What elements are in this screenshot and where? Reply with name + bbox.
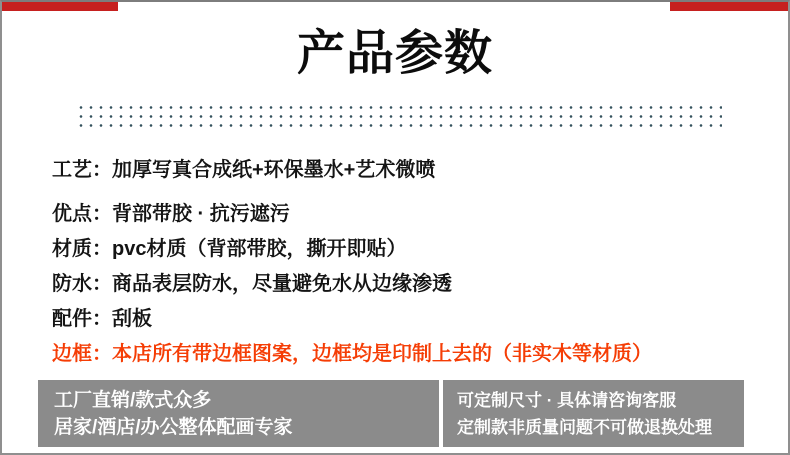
spec-value: pvc材质（背部带胶，撕开即贴） xyxy=(112,238,407,260)
spec-row-waterproof xyxy=(52,273,768,296)
spec-row-material xyxy=(52,238,768,261)
spec-value: 商品表层防水，尽量避免水从边缘渗透 xyxy=(112,273,452,295)
spec-row-frame-notice xyxy=(52,343,768,366)
footer-line: 居家/酒店/办公整体配画专家 xyxy=(54,417,293,438)
dotted-divider xyxy=(76,103,722,130)
spec-row-craft xyxy=(52,159,768,182)
footer-line: 工厂直销/款式众多 xyxy=(54,390,212,411)
footer-line: 可定制尺寸 · 具体请咨询客服 xyxy=(457,391,677,410)
spec-label: 材质： xyxy=(52,238,112,260)
spec-value: 背部带胶 · 抗污遮污 xyxy=(112,203,290,225)
spec-label: 优点： xyxy=(52,203,112,225)
spec-value: 加厚写真合成纸+环保墨水+艺术微喷 xyxy=(112,159,436,181)
spec-label: 配件： xyxy=(52,308,112,330)
footer-line: 定制款非质量问题不可做退换处理 xyxy=(457,418,712,437)
spec-label: 防水： xyxy=(52,273,112,295)
spec-row-advantage xyxy=(52,203,768,226)
spec-label: 边框： xyxy=(52,343,112,365)
spec-row-accessory xyxy=(52,308,768,331)
spec-list xyxy=(52,159,768,366)
top-right-red-bar xyxy=(670,2,788,11)
footer-box-customization xyxy=(443,380,744,447)
spec-label: 工艺： xyxy=(52,159,112,181)
page-title: 产品参数 xyxy=(296,27,493,80)
spec-value: 刮板 xyxy=(112,308,152,330)
footer-box-factory xyxy=(38,380,439,447)
spec-value: 本店所有带边框图案，边框均是印制上去的（非实木等材质） xyxy=(112,343,652,365)
top-left-red-bar xyxy=(2,2,118,11)
